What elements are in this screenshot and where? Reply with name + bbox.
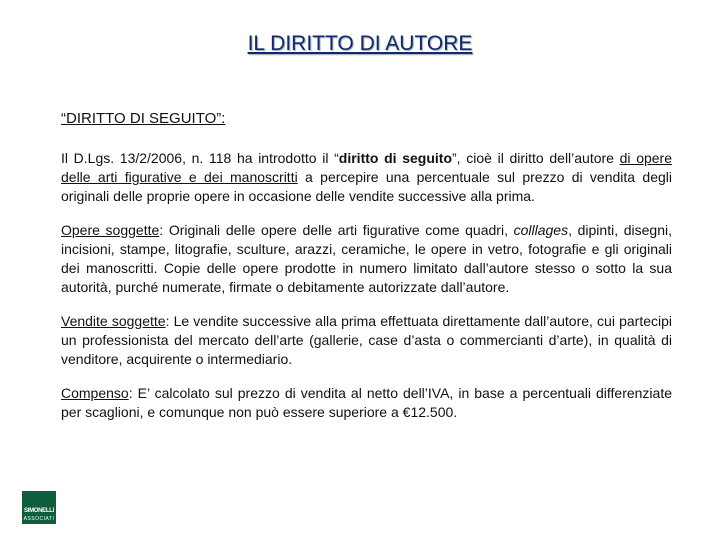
- opere-soggette-text-1: : Originali delle opere delle arti figurative come quadri,: [159, 222, 514, 238]
- intro-bold-term: diritto di seguito: [338, 150, 453, 166]
- intro-underlined-text: di opere delle arti figurative e dei manoscritti: [61, 150, 673, 185]
- intro-text-1: Il D.Lgs. 13/2/2006, n. 118 ha introdotto il “: [61, 150, 339, 166]
- compenso-label: Compenso: [61, 385, 129, 401]
- logo-name: SIMONELLI: [24, 508, 54, 514]
- section-subtitle: “DIRITTO DI SEGUITO”:: [61, 110, 226, 127]
- page-title: IL DIRITTO DI AUTORE: [247, 32, 473, 55]
- intro-text-3: a percepire una percentuale sul prezzo di vendita degli originali delle proprie opere in occasione delle vendite successive alla prima.: [61, 169, 672, 204]
- main-content: [61, 110, 672, 437]
- paragraph-compenso: [61, 384, 672, 422]
- opere-soggette-text-2: , dipinti, disegni, incisioni, stampe, litografie, sculture, arazzi, ceramiche, le opere in vetro, fotografie e gli originali dei manoscritti. Copie delle opere prodotte in numero limitato dall’autore stesso o sotto la sua autorità, purché numerate, firmate o debitamente autorizzate dall’autore.: [61, 222, 672, 295]
- compenso-text: : E’ calcolato sul prezzo di vendita al netto dell’IVA, in base a percentuali differenziate per scaglioni, e comunque non può essere superiore a €12.500.: [61, 385, 672, 420]
- company-logo: [22, 491, 56, 524]
- opere-soggette-italic: colllages: [513, 222, 569, 238]
- logo-subname: ASSOCIATI: [23, 516, 55, 522]
- intro-text-2: ”, cioè il diritto dell’autore: [452, 150, 620, 166]
- paragraph-intro: [61, 149, 672, 206]
- vendite-soggette-text: : Le vendite successive alla prima effettuata direttamente dall’autore, cui partecipi un professionista del mercato dell’arte (gallerie, case d’asta o commercianti d’arte), in qualità di venditore, acquirente o intermediario.: [61, 313, 672, 367]
- paragraph-vendite-soggette: [61, 312, 672, 369]
- opere-soggette-label: Opere soggette: [61, 222, 160, 238]
- paragraph-opere-soggette: [61, 221, 672, 297]
- vendite-soggette-label: Vendite soggette: [61, 313, 166, 329]
